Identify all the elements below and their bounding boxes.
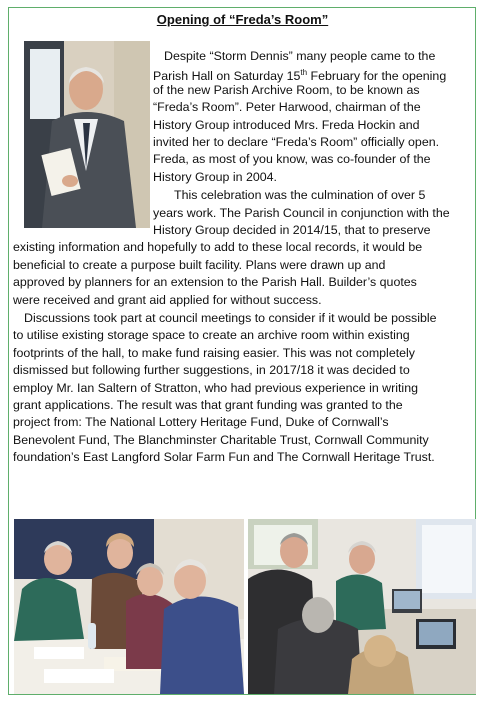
text-line: History Group in 2004. (153, 170, 277, 184)
text-line: project from: The National Lottery Heritage Fund, Duke of Cornwall’s (13, 415, 389, 429)
text-line: employ Mr. Ian Saltern of Stratton, who had previous experience in writing (13, 381, 418, 395)
photo-visitors-laptops (248, 519, 476, 694)
text-line: beneficial to create a purpose built facility. Plans were drawn up and (13, 258, 386, 272)
text-line: dismissed but following further suggestions, in 2017/18 it was decided to (13, 363, 410, 377)
text-line: History Group decided in 2014/15, that to preserve (153, 223, 431, 237)
text-line: existing information and hopefully to add to these local records, it would be (13, 240, 423, 254)
text-line: approved by planners for an extension to the Parish Hall. Builder’s quotes (13, 275, 417, 289)
text-line: Despite “Storm Dennis” many people came to the (164, 49, 436, 63)
text-line: of the new Parish Archive Room, to be known as (153, 83, 420, 97)
photo-speaker (24, 41, 150, 228)
text-line: Discussions took part at council meetings to consider if it would be possible (24, 311, 437, 325)
article-title: Opening of “Freda’s Room” (156, 12, 329, 27)
text-line: foundation’s East Langford Solar Farm Fun and The Cornwall Heritage Trust. (13, 450, 435, 464)
text-line: invited her to declare “Freda’s Room” officially open. (153, 135, 440, 149)
text-line: to utilise existing storage space to create an archive room within existing (13, 328, 410, 342)
text-line: History Group introduced Mrs. Freda Hockin and (153, 118, 420, 132)
photo-visitors-table (14, 519, 244, 694)
text-line: footprints of the hall, to make fund raising easier. This was not completely (13, 346, 415, 360)
text-line: were received and grant aid applied for without success. (13, 293, 322, 307)
text-line: years work. The Parish Council in conjunction with the (153, 206, 450, 220)
text-line: Benevolent Fund, The Blanchminster Charitable Trust, Cornwall Community (13, 433, 429, 447)
text-line: This celebration was the culmination of over 5 (174, 188, 426, 202)
text-line: Freda, as most of you know, was co-founder of the (153, 152, 431, 166)
text-line: “Freda’s Room”. Peter Harwood, chairman of the (153, 100, 421, 114)
text-line: grant applications. The result was that grant funding was granted to the (13, 398, 403, 412)
text-line: Parish Hall on Saturday 15th February for the opening (153, 68, 447, 84)
